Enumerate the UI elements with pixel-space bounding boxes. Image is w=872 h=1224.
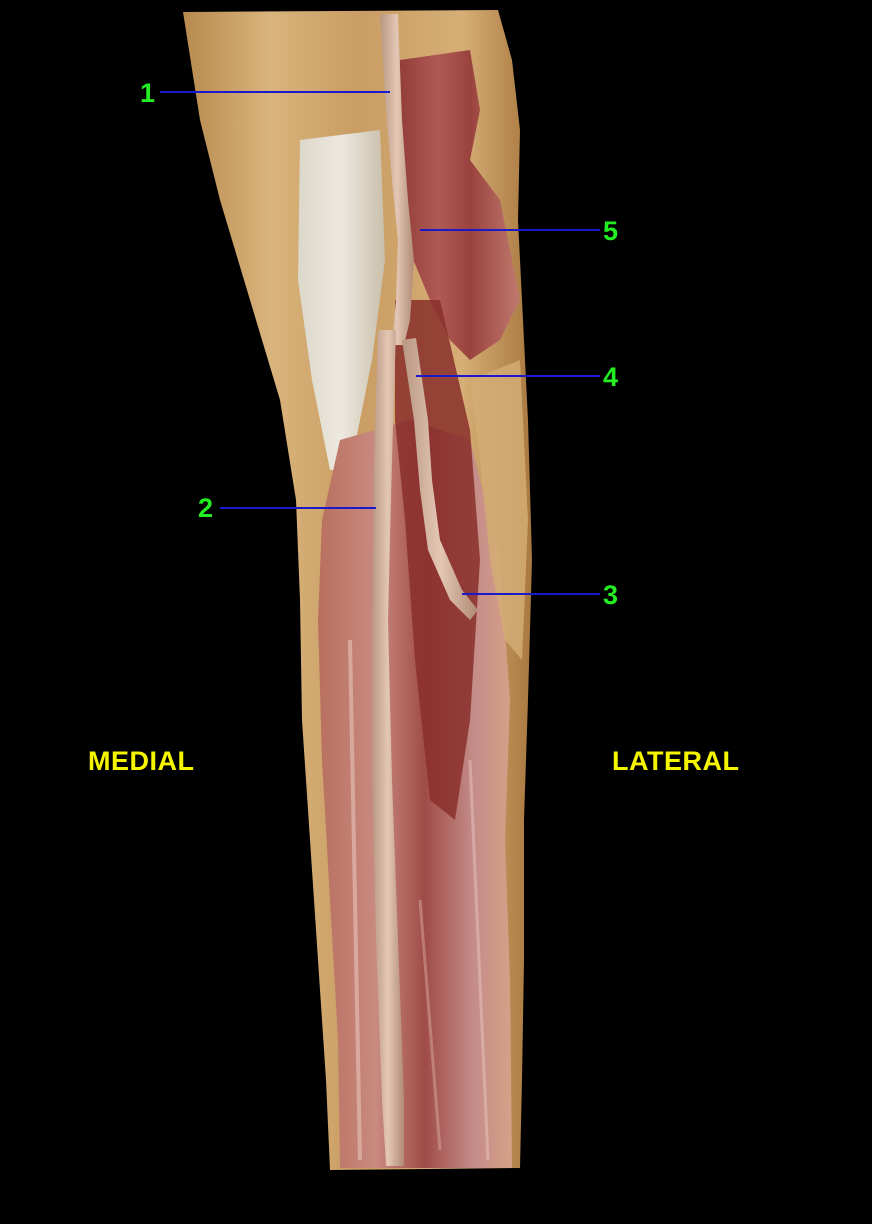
- lateral-label: LATERAL: [612, 746, 740, 776]
- label-2: 2: [198, 493, 214, 523]
- medial-label: MEDIAL: [88, 746, 195, 776]
- label-4: 4: [603, 362, 619, 392]
- label-1: 1: [140, 78, 156, 108]
- label-5: 5: [603, 216, 619, 246]
- label-3: 3: [603, 580, 619, 610]
